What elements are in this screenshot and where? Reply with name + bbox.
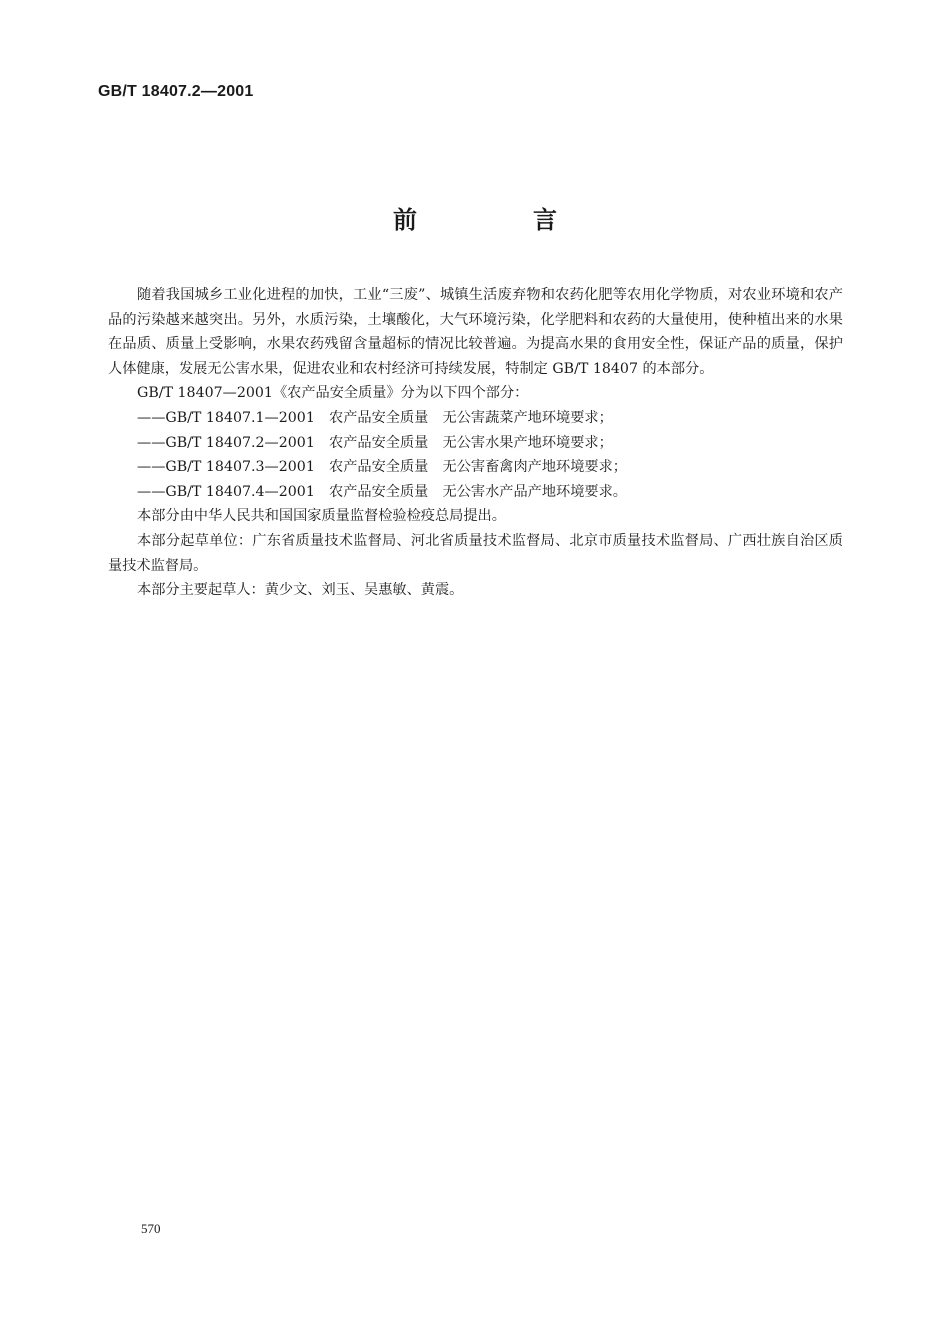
standard-code-header: GB/T 18407.2—2001: [98, 83, 254, 100]
proposer-paragraph: 本部分由中华人民共和国国家质量监督检验检疫总局提出。: [137, 508, 506, 525]
page-number: 570: [141, 1221, 161, 1236]
part-list-item: ——GB/T 18407.1—2001 农产品安全质量 无公害蔬菜产地环境要求；: [137, 409, 613, 426]
parts-intro-paragraph: GB/T 18407—2001《农产品安全质量》分为以下四个部分：: [137, 385, 529, 402]
part-list-item: ——GB/T 18407.2—2001 农产品安全质量 无公害水果产地环境要求；: [137, 434, 613, 451]
drafting-units-paragraph: 本部分起草单位：广东省质量技术监督局、河北省质量技术监督局、北京市质量技术监督局、广西壮族自治区质量技术监督局。: [108, 532, 843, 574]
part-list-item: ——GB/T 18407.4—2001 农产品安全质量 无公害水产品产地环境要求。: [137, 483, 627, 500]
page-title: 前 言: [393, 206, 603, 234]
foreword-body: [108, 283, 843, 603]
part-list-item: ——GB/T 18407.3—2001 农产品安全质量 无公害畜禽肉产地环境要求；: [137, 459, 627, 476]
drafters-paragraph: 本部分主要起草人：黄少文、刘玉、吴惠敏、黄震。: [137, 582, 464, 599]
intro-paragraph: 随着我国城乡工业化进程的加快，工业“三废”、城镇生活废弃物和农药化肥等农用化学物质，对农业环境和农产品的污染越来越突出。另外，水质污染，土壤酸化，大气环境污染，化学肥料和农药的大量使用，使种植出来的水果在品质、质量上受影响，水果农药残留含量超标的情况比较普遍。为提高水果的食用安全性，保证产品的质量，保护人体健康，发展无公害水果，促进农业和农村经济可持续发展，特制定 GB/T 18407 的本部分。: [108, 287, 843, 377]
